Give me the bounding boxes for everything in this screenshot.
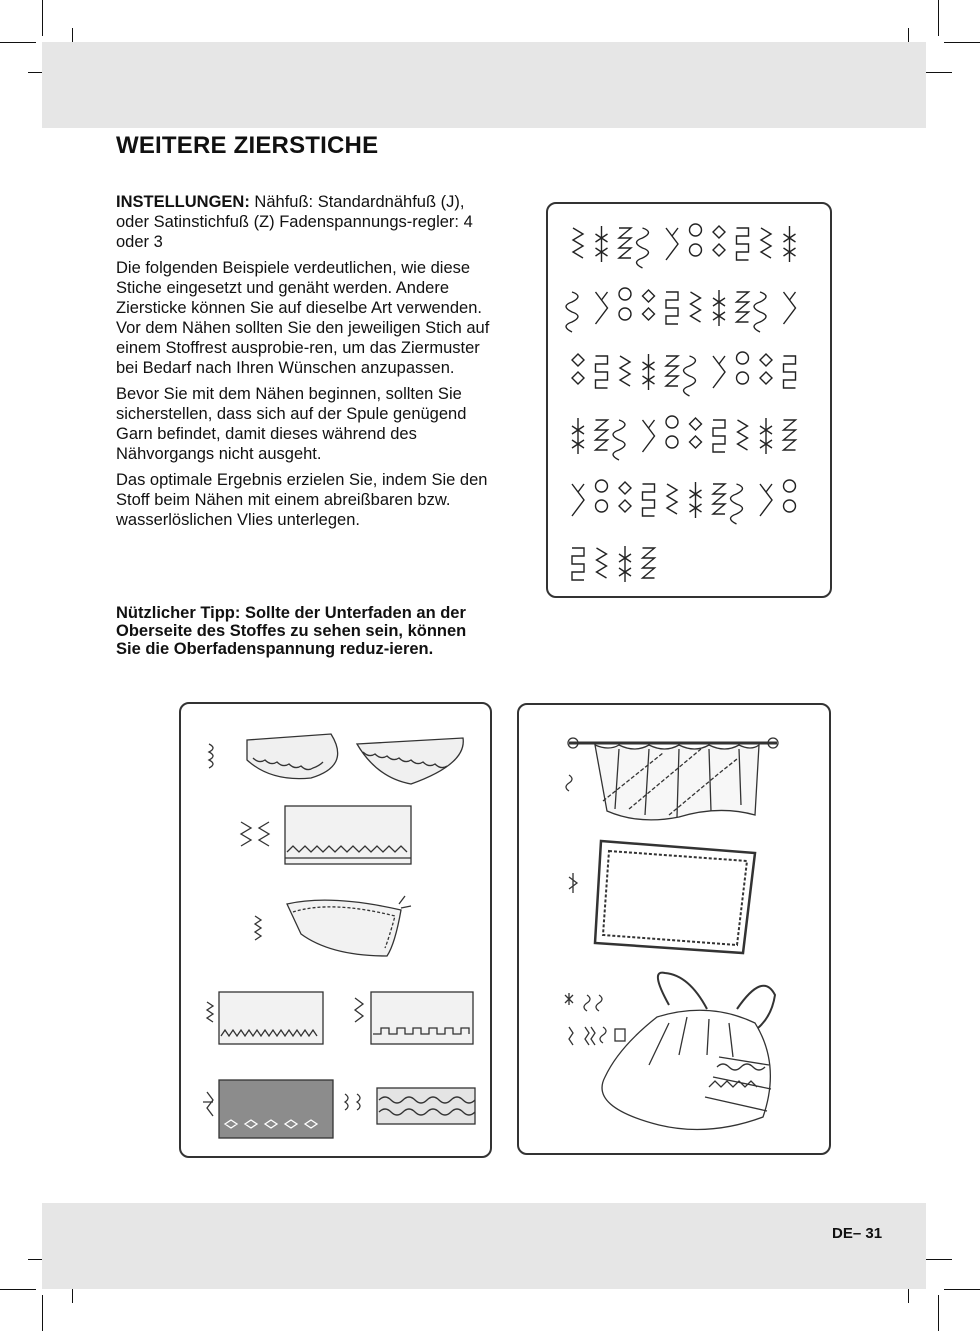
triangle-stitch-icon	[241, 822, 269, 846]
stitch-pattern-icon	[691, 292, 701, 322]
paragraph: Das optimale Ergebnis erzielen Sie, indem Sie den Stoff beim Nähen mit einem abreißbaren bzw. wasserlöslichen Vlies unterlegen.	[116, 471, 488, 529]
stitch-pattern-icon	[666, 416, 678, 448]
scallop-stitch-icon	[209, 744, 213, 768]
stitch-pattern-icon	[666, 228, 678, 260]
stitch-pattern-icon	[754, 292, 766, 332]
stitch-pattern-icon	[643, 290, 655, 320]
zigzag-stitch-icon-2	[585, 1027, 595, 1045]
stitch-pattern-icon	[667, 484, 677, 514]
stitch-pattern-icon	[566, 292, 578, 332]
thread-end	[399, 896, 411, 908]
stitch-pattern-icon	[784, 292, 796, 324]
stitch-pattern-icon	[619, 288, 631, 320]
stitch-pattern-icon	[619, 228, 631, 258]
settings-paragraph	[116, 192, 492, 252]
star-stitch-icon	[565, 993, 573, 1005]
stitch-pattern-icon	[690, 418, 702, 448]
stitch-pattern-icon	[760, 354, 772, 384]
stitch-pattern-icon	[737, 228, 749, 260]
stitch-pattern-icon	[596, 226, 608, 262]
collar-piece	[247, 734, 338, 779]
stitch-chart-panel	[546, 202, 832, 598]
zigzag-stitch-icon	[207, 1002, 213, 1022]
stitch-pattern-icon	[784, 420, 796, 450]
stitch-pattern-icon	[596, 480, 608, 512]
stitch-pattern-icon	[737, 292, 749, 322]
stitch-pattern-icon	[738, 420, 748, 450]
stitch-pattern-icon	[690, 482, 702, 518]
stitch-pattern-icon	[619, 546, 631, 582]
swirl-stitch-icon	[584, 995, 602, 1011]
crop-mark	[922, 72, 952, 73]
page-title: WEITERE ZIERSTICHE	[116, 132, 379, 159]
crop-mark	[922, 1259, 952, 1260]
stitch-pattern-icon	[784, 356, 796, 388]
stitch-pattern-icon	[572, 354, 584, 384]
header-band	[42, 42, 926, 128]
stitch-pattern-icon	[596, 356, 608, 388]
bag-handle	[658, 973, 707, 1009]
dark-fabric-strip	[219, 1080, 333, 1138]
crop-mark	[0, 42, 36, 43]
stitch-pattern-icon	[713, 290, 725, 326]
stitch-pattern-icon	[713, 356, 725, 388]
page-number: DE– 31	[832, 1225, 883, 1242]
crop-mark	[938, 1295, 939, 1331]
crop-mark	[42, 0, 43, 36]
stitch-pattern-icon	[573, 228, 583, 258]
fabric-strip	[377, 1088, 475, 1124]
crop-mark	[944, 1289, 980, 1290]
settings-text: Nähfuß: Standardnähfuß (J), oder Satinstichfuß (Z) Fadenspannungs-regler: 4 oder 3	[116, 193, 473, 251]
lightning-stitch-icon	[569, 1027, 573, 1045]
stitch-pattern-icon	[620, 356, 630, 386]
stitch-pattern-icon	[637, 228, 649, 268]
stitch-pattern-icon	[572, 548, 584, 580]
stitch-pattern-icon	[760, 418, 772, 454]
stitch-pattern-icon	[731, 484, 743, 524]
stitch-pattern-icon	[666, 292, 678, 324]
stitch-pattern-icon	[761, 228, 771, 258]
block-stitch-icon	[615, 1029, 625, 1041]
stitch-pattern-icon	[596, 292, 608, 324]
paragraph: Die folgenden Beispiele verdeutlichen, wie diese Stiche eingesetzt und genäht werden. Andere Ziersticke können Sie auf dieselbe Art verwenden. Vor dem Nähen sollten Sie den jeweiligen Stich auf einem Stoffrest ausprobie-ren, um das Ziermuster bei Bedarf nach Ihren Wünschen anzupassen.	[116, 259, 490, 377]
curved-fabric	[287, 900, 401, 956]
sewing-examples-panel-right	[517, 703, 831, 1155]
stitch-pattern-icon	[643, 548, 655, 578]
stitch-pattern-icon	[713, 226, 725, 256]
stitch-pattern-icon	[737, 352, 749, 384]
stitch-pattern-grid	[548, 204, 830, 596]
stitch-pattern-icon	[713, 420, 725, 452]
stitch-pattern-icon	[613, 420, 625, 460]
fabric-strip	[371, 992, 473, 1044]
settings-label: INSTELLUNGEN:	[116, 193, 250, 211]
sewing-examples-panel-left	[179, 702, 492, 1158]
stitch-pattern-icon	[690, 224, 702, 256]
stitch-pattern-icon	[596, 420, 608, 450]
ornament-stitch-icon	[569, 873, 577, 893]
stitch-pattern-icon	[684, 356, 696, 396]
stitch-pattern-icon	[666, 356, 678, 386]
drawstring-bag	[602, 1010, 770, 1129]
crop-mark	[938, 0, 939, 36]
diamond-stitch-icon	[255, 916, 261, 940]
leaf-stitch-icon	[203, 1092, 213, 1116]
paragraph: Bevor Sie mit dem Nähen beginnen, sollten Sie sicherstellen, dass sich auf der Spule genügend Garn befindet, damit dieses während des Nähvorgangs nicht ausgeht.	[116, 385, 467, 463]
stitch-pattern-icon	[619, 482, 631, 512]
crop-mark	[944, 42, 980, 43]
crop-mark	[0, 1289, 36, 1290]
home-decor-illustration	[519, 705, 829, 1153]
stitch-pattern-icon	[597, 548, 607, 578]
fabric-strip	[285, 806, 411, 864]
stitch-pattern-icon	[643, 420, 655, 452]
footer-band	[42, 1203, 926, 1289]
stitch-pattern-icon	[572, 418, 584, 454]
stitch-pattern-icon	[784, 226, 796, 262]
body-text	[116, 192, 492, 536]
step-stitch-icon	[355, 998, 363, 1022]
useful-tip: Nützlicher Tipp: Sollte der Unterfaden an der Oberseite des Stoffes zu sehen sein, können Sie die Oberfadenspannung reduz-ieren.	[116, 604, 467, 658]
stitch-pattern-icon	[784, 480, 796, 512]
stitch-pattern-icon	[572, 484, 584, 516]
wave-stitch-icon	[345, 1094, 360, 1110]
crop-mark	[42, 1295, 43, 1331]
swirl-stitch-icon-2	[600, 1027, 606, 1043]
sewing-examples-illustration	[181, 704, 490, 1156]
vine-stitch-icon	[566, 775, 572, 791]
stitch-pattern-icon	[760, 484, 772, 516]
fabric-strip	[219, 992, 323, 1044]
stitch-pattern-icon	[643, 484, 655, 516]
stitch-pattern-icon	[713, 484, 725, 514]
stitch-pattern-icon	[643, 354, 655, 390]
